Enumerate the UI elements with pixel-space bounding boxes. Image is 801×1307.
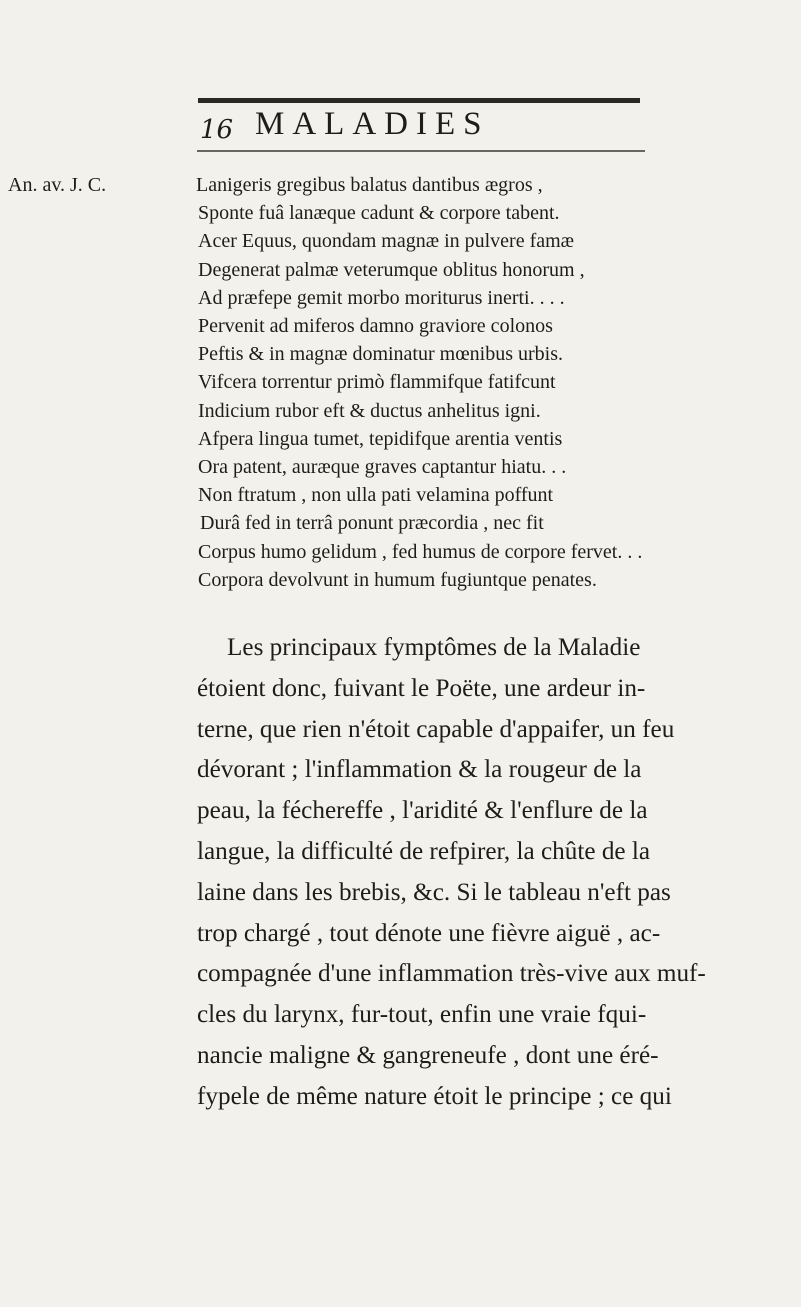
- prose-line: dévorant ; l'inflammation & la rougeur de la: [197, 756, 642, 784]
- prose-line: trop chargé , tout dénote une fièvre aiguë , ac-: [197, 919, 661, 947]
- verse-line: Degenerat palmæ veterumque oblitus honorum ,: [198, 258, 585, 281]
- verse-line: Pervenit ad miferos damno graviore colonos: [198, 315, 553, 338]
- prose-line: Les principaux fymptômes de la Maladie: [227, 634, 641, 661]
- french-prose: [197, 628, 757, 1118]
- verse-line: Acer Equus, quondam magnæ in pulvere famæ: [198, 230, 575, 253]
- prose-line: langue, la difficulté de refpirer, la chûte de la: [197, 837, 651, 865]
- verse-line: Ora patent, auræque graves captantur hiatu. . .: [198, 456, 567, 479]
- prose-line: laine dans les brebis, &c. Si le tableau n'eft pas: [197, 878, 671, 906]
- verse-line: Durâ fed in terrâ ponunt præcordia , nec fit: [200, 512, 544, 535]
- prose-line: peau, la féchereffe , l'aridité & l'enflure de la: [197, 797, 648, 825]
- prose-line: cles du larynx, fur-tout, enfin une vraie fqui-: [197, 1001, 647, 1029]
- prose-line: nancie maligne & gangreneufe , dont une éré-: [197, 1041, 659, 1069]
- header-rule: [197, 150, 645, 152]
- latin-verse: [196, 171, 796, 594]
- margin-note: An. av. J. C.: [8, 174, 107, 196]
- page-number: 16: [200, 115, 234, 145]
- prose-line: compagnée d'une inflammation très-vive aux muf-: [197, 960, 706, 988]
- verse-line: Ad præfepe gemit morbo moriturus inerti. . . .: [198, 286, 565, 309]
- verse-line: Sponte fuâ lanæque cadunt & corpore tabent.: [198, 202, 560, 225]
- verse-line: Indicium rubor eft & ductus anhelitus igni.: [198, 399, 541, 422]
- verse-line: Non ftratum , non ulla pati velamina poffunt: [198, 484, 554, 507]
- verse-line: Corpora devolvunt in humum fugiuntque penates.: [198, 568, 597, 591]
- verse-line: Afpera lingua tumet, tepidifque arentia ventis: [198, 427, 563, 450]
- verse-line: Vifcera torrentur primò flammifque fatifcunt: [198, 371, 556, 394]
- running-head: MALADIES: [255, 106, 490, 142]
- verse-line: Corpus humo gelidum , fed humus de corpore fervet. . .: [198, 540, 643, 563]
- top-rule: [198, 98, 640, 103]
- prose-line: fypele de même nature étoit le principe ; ce qui: [197, 1082, 672, 1110]
- prose-line: étoient donc, fuivant le Poëte, une ardeur in-: [197, 674, 646, 702]
- verse-line: Peftis & in magnæ dominatur mœnibus urbis.: [198, 343, 563, 366]
- prose-line: terne, que rien n'étoit capable d'appaifer, un feu: [197, 715, 675, 743]
- verse-line: Lanigeris gregibus balatus dantibus ægros ,: [196, 174, 543, 196]
